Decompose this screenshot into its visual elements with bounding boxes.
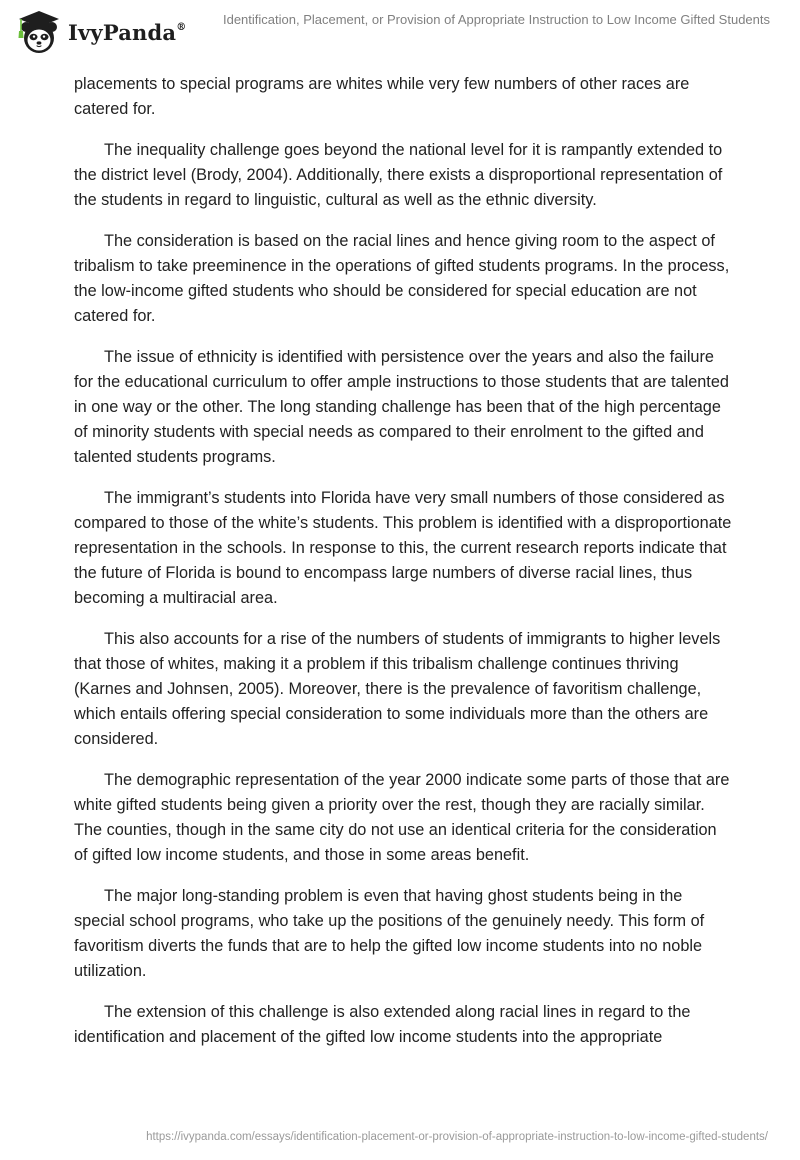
paragraph-4: The issue of ethnicity is identified with persistence over the years and also the failure for the educational curriculum to offer ample instructions to those students that are talented in one way or the other. The long standing challenge has been that of the high percentage of minority students with special needs as compared to their enrolment to the gifted and talented students programs. [74,348,729,466]
paragraph-8: The major long-standing problem is even that having ghost students being in the special school programs, who take up the positions of the genuinely needy. This form of favoritism diverts the funds that are to help the gifted low income students into no noble utilization. [74,887,705,980]
paragraph-2: The inequality challenge goes beyond the national level for it is rampantly extended to the district level (Brody, 2004). Additionally, there exists a disproportional representation of the students in regard to linguistic, cultural as well as the ethnic diversity. [74,141,723,209]
page-header [0,0,800,64]
source-url[interactable]: https://ivypanda.com/essays/identification-placement-or-provision-of-appropriate-instruction-to-low-income-gifted-students/ [146,1131,768,1143]
paragraph-1: placements to special programs are whites while very few numbers of other races are catered for. [74,75,690,118]
registered-mark: ® [176,21,187,33]
document-title: Identification, Placement, or Provision of Appropriate Instruction to Low Income Gifted Students [222,12,770,27]
paragraph-6: This also accounts for a rise of the numbers of students of immigrants to higher levels that those of whites, making it a problem if this tribalism challenge continues thriving (Karnes and Johnsen, 2005). Moreover, there is the prevalence of favoritism challenge, which entails offering special consideration to some individuals more than the others are considered. [74,630,721,748]
ivypanda-logo[interactable] [14,8,186,56]
essay-body [74,72,734,1066]
paragraph-7: The demographic representation of the year 2000 indicate some parts of those that are white gifted students being given a priority over the rest, though they are racially similar. The counties, though in the same city do not use an identical criteria for the consideration of gifted low income students, and those in some areas benefit. [74,771,730,864]
paragraph-9: The extension of this challenge is also extended along racial lines in regard to the identification and placement of the gifted low income students into the appropriate [74,1003,691,1046]
brand-name-text: IvyPanda [68,19,177,45]
paragraph-3: The consideration is based on the racial lines and hence giving room to the aspect of tribalism to take preeminence in the operations of gifted students programs. In the process, the low-income gifted students who should be considered for special education are not catered for. [74,232,730,325]
paragraph-5: The immigrant’s students into Florida have very small numbers of those considered as compared to those of the white’s students. This problem is identified with a disproportionate representation in the schools. In response to this, the current research reports indicate that the future of Florida is bound to encompass large numbers of diverse racial lines, thus becoming a multiracial area. [74,489,732,607]
panda-graduation-cap-icon [14,8,64,56]
brand-name [68,20,186,45]
